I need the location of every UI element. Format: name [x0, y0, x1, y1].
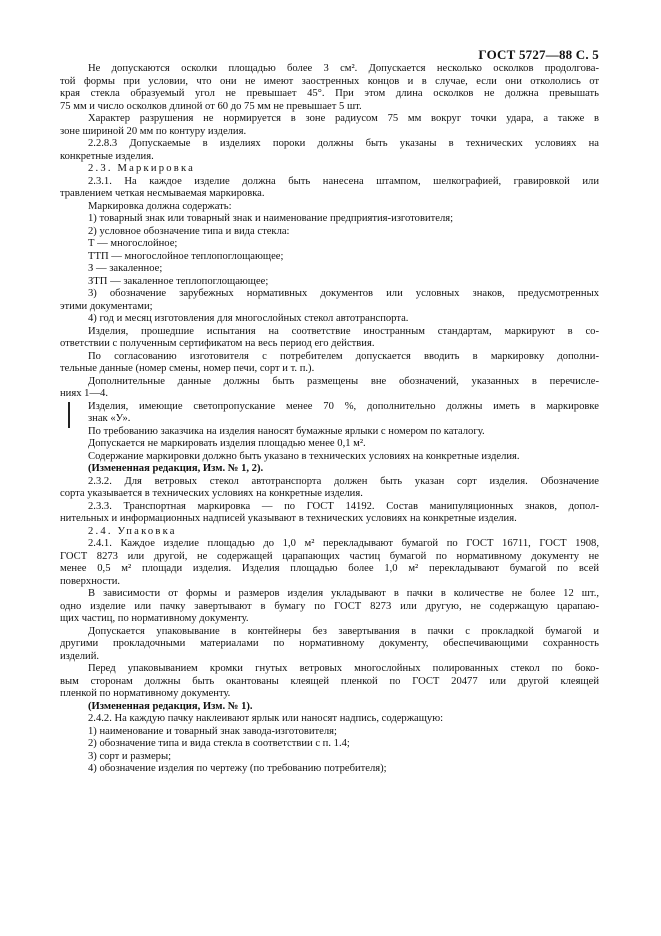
text-line: Характер разрушения не нормируется в зоне радиусом 75 мм вокруг точки удара, а также в: [88, 113, 599, 124]
text-line: знак «У».: [88, 413, 131, 424]
text-line: Изделия, прошедшие испытания на соответствие иностранным стандартам, маркируют в со-: [88, 325, 599, 337]
text-line: 2) условное обозначение типа и вида стекла:: [88, 225, 290, 237]
text-line: 4) год и месяц изготовления для многослойных стекол автотранспорта.: [88, 313, 409, 324]
text-line: ЗТП — закаленное теплопоглощающее;: [88, 275, 269, 287]
text-line: 2.4. Упаковка: [88, 525, 177, 537]
page-header: ГОСТ 5727—88 С. 5: [478, 47, 599, 62]
text-line: щих частиц, по нормативному документу.: [60, 613, 249, 624]
text-line: 3) обозначение зарубежных нормативных документов или условных знаков, предусмотренных: [88, 288, 599, 299]
text-line: ГОСТ 8273 или другой, не содержащей царапающих частиц бумагой по нормативному документу не: [60, 550, 599, 562]
text-line: Допускается не маркировать изделия площадью менее 0,1 м².: [88, 438, 366, 449]
text-line: 2) обозначение типа и вида стекла в соответствии с п. 1.4;: [88, 738, 350, 749]
text-line: зоне шириной 20 мм по контуру изделия.: [60, 125, 247, 137]
text-line: 2.2.8.3 Допускаемые в изделиях пороки должны быть указаны в технических условиях на: [88, 138, 599, 149]
text-line: Маркировка должна содержать:: [88, 200, 232, 212]
text-line: По требованию заказчика на изделия наносят бумажные ярлыки с номером по каталогу.: [88, 425, 485, 437]
text-line: Перед упаковыванием кромки гнутых ветровых многослойных полированных стекол по боко-: [88, 663, 599, 674]
text-line: той формы при условии, что они не имеют заостренных концов и в случае, если они откололись от: [60, 75, 599, 87]
text-line: этими документами;: [60, 300, 153, 312]
text-line: пленкой по нормативному документу.: [60, 688, 231, 699]
text-line: одно изделие или пачку завертывают в бумагу по ГОСТ 8273 или другую, не содержащую царапаю-: [60, 600, 599, 612]
text-line: 2.4.1. Каждое изделие площадью до 1,0 м² перекладывают бумагой по ГОСТ 16711, ГОСТ 1908,: [88, 538, 599, 549]
text-line: 2.4.2. На каждую пачку наклеивают ярлык или наносят надпись, содержащую:: [88, 713, 444, 724]
text-line: ниях 1—4.: [60, 388, 108, 399]
text-line: 4) обозначение изделия по чертежу (по требованию потребителя);: [88, 763, 387, 774]
text-line: Дополнительные данные должны быть размещены вне обозначений, указанных в перечисле-: [88, 375, 599, 387]
text-line: вым сторонам должны быть окантованы клеящей пленкой по ГОСТ 20477 или другой клеящей: [60, 675, 599, 687]
text-line: тельные данные (номер смены, номер печи, сорт и т. п.).: [60, 363, 315, 374]
document-body: [60, 63, 599, 776]
text-line: Т — многослойное;: [88, 238, 178, 249]
text-line: менее 0,5 м² площади изделия. Изделия площадью более 1,0 м² перекладывают бумагой по всей: [60, 563, 599, 574]
text-line: 2.3.2. Для ветровых стекол автотранспорта должен быть указан сорт изделия. Обозначение: [88, 475, 599, 487]
text-line: 2.3. Маркировка: [88, 163, 196, 174]
text-line: 1) товарный знак или товарный знак и наименование предприятия-изготовителя;: [88, 213, 454, 224]
text-line: Изделия, имеющие светопропускание менее 70 %, дополнительно должны иметь в маркировке: [88, 400, 599, 412]
text-line: 1) наименование и товарный знак завода-изготовителя;: [88, 725, 337, 737]
text-line: изделий.: [60, 650, 100, 662]
text-line: 2.3.1. На каждое изделие должна быть нанесена штампом, шелкографией, гравировкой или: [88, 175, 599, 187]
text-line: другими прокладочными материалами по нормативному документу, обеспечивающими сохранность: [60, 638, 599, 649]
text-line: Допускается упаковывание в контейнеры без завертывания в пачки с прокладкой бумагой и: [88, 625, 599, 637]
text-line: По согласованию изготовителя с потребителем допускается вводить в маркировку дополни-: [88, 350, 599, 362]
text-line: Не допускаются осколки площадью более 3 см². Допускается несколько осколков продолгова-: [88, 63, 599, 74]
text-line: ТТП — многослойное теплопоглощающее;: [88, 250, 284, 262]
text-line: травлением четкая несмываемая маркировка.: [60, 188, 265, 199]
text-line: края стекла образуемый угол не превышает 45°. При этом длина осколков не должна превышать: [60, 88, 599, 99]
text-line: нительных и информационных надписей указывают в технических условиях на конкретные изделия.: [60, 513, 517, 524]
text-line: сорта указывается в технических условиях на конкретные изделия.: [60, 488, 363, 499]
text-line: Содержание маркировки должно быть указано в технических условиях на конкретные изделия.: [88, 450, 520, 462]
text-line: (Измененная редакция, Изм. № 1).: [88, 700, 253, 712]
text-line: 75 мм и число осколков длиной от 60 до 75 мм не превышает 5 шт.: [60, 100, 362, 112]
text-line: З — закаленное;: [88, 263, 163, 274]
text-line: поверхности.: [60, 575, 121, 587]
text-line: 2.3.3. Транспортная маркировка — по ГОСТ 14192. Состав манипуляционных знаков, допол-: [88, 500, 599, 512]
text-line: 3) сорт и размеры;: [88, 750, 172, 762]
text-line: конкретные изделия.: [60, 150, 154, 162]
text-line: В зависимости от формы и размеров изделия укладывают в пачки в количестве не более 12 шт.,: [88, 588, 599, 599]
text-line: (Измененная редакция, Изм. № 1, 2).: [88, 463, 264, 474]
text-line: ответствии с полученным сертификатом на весь период его действия.: [60, 338, 375, 349]
